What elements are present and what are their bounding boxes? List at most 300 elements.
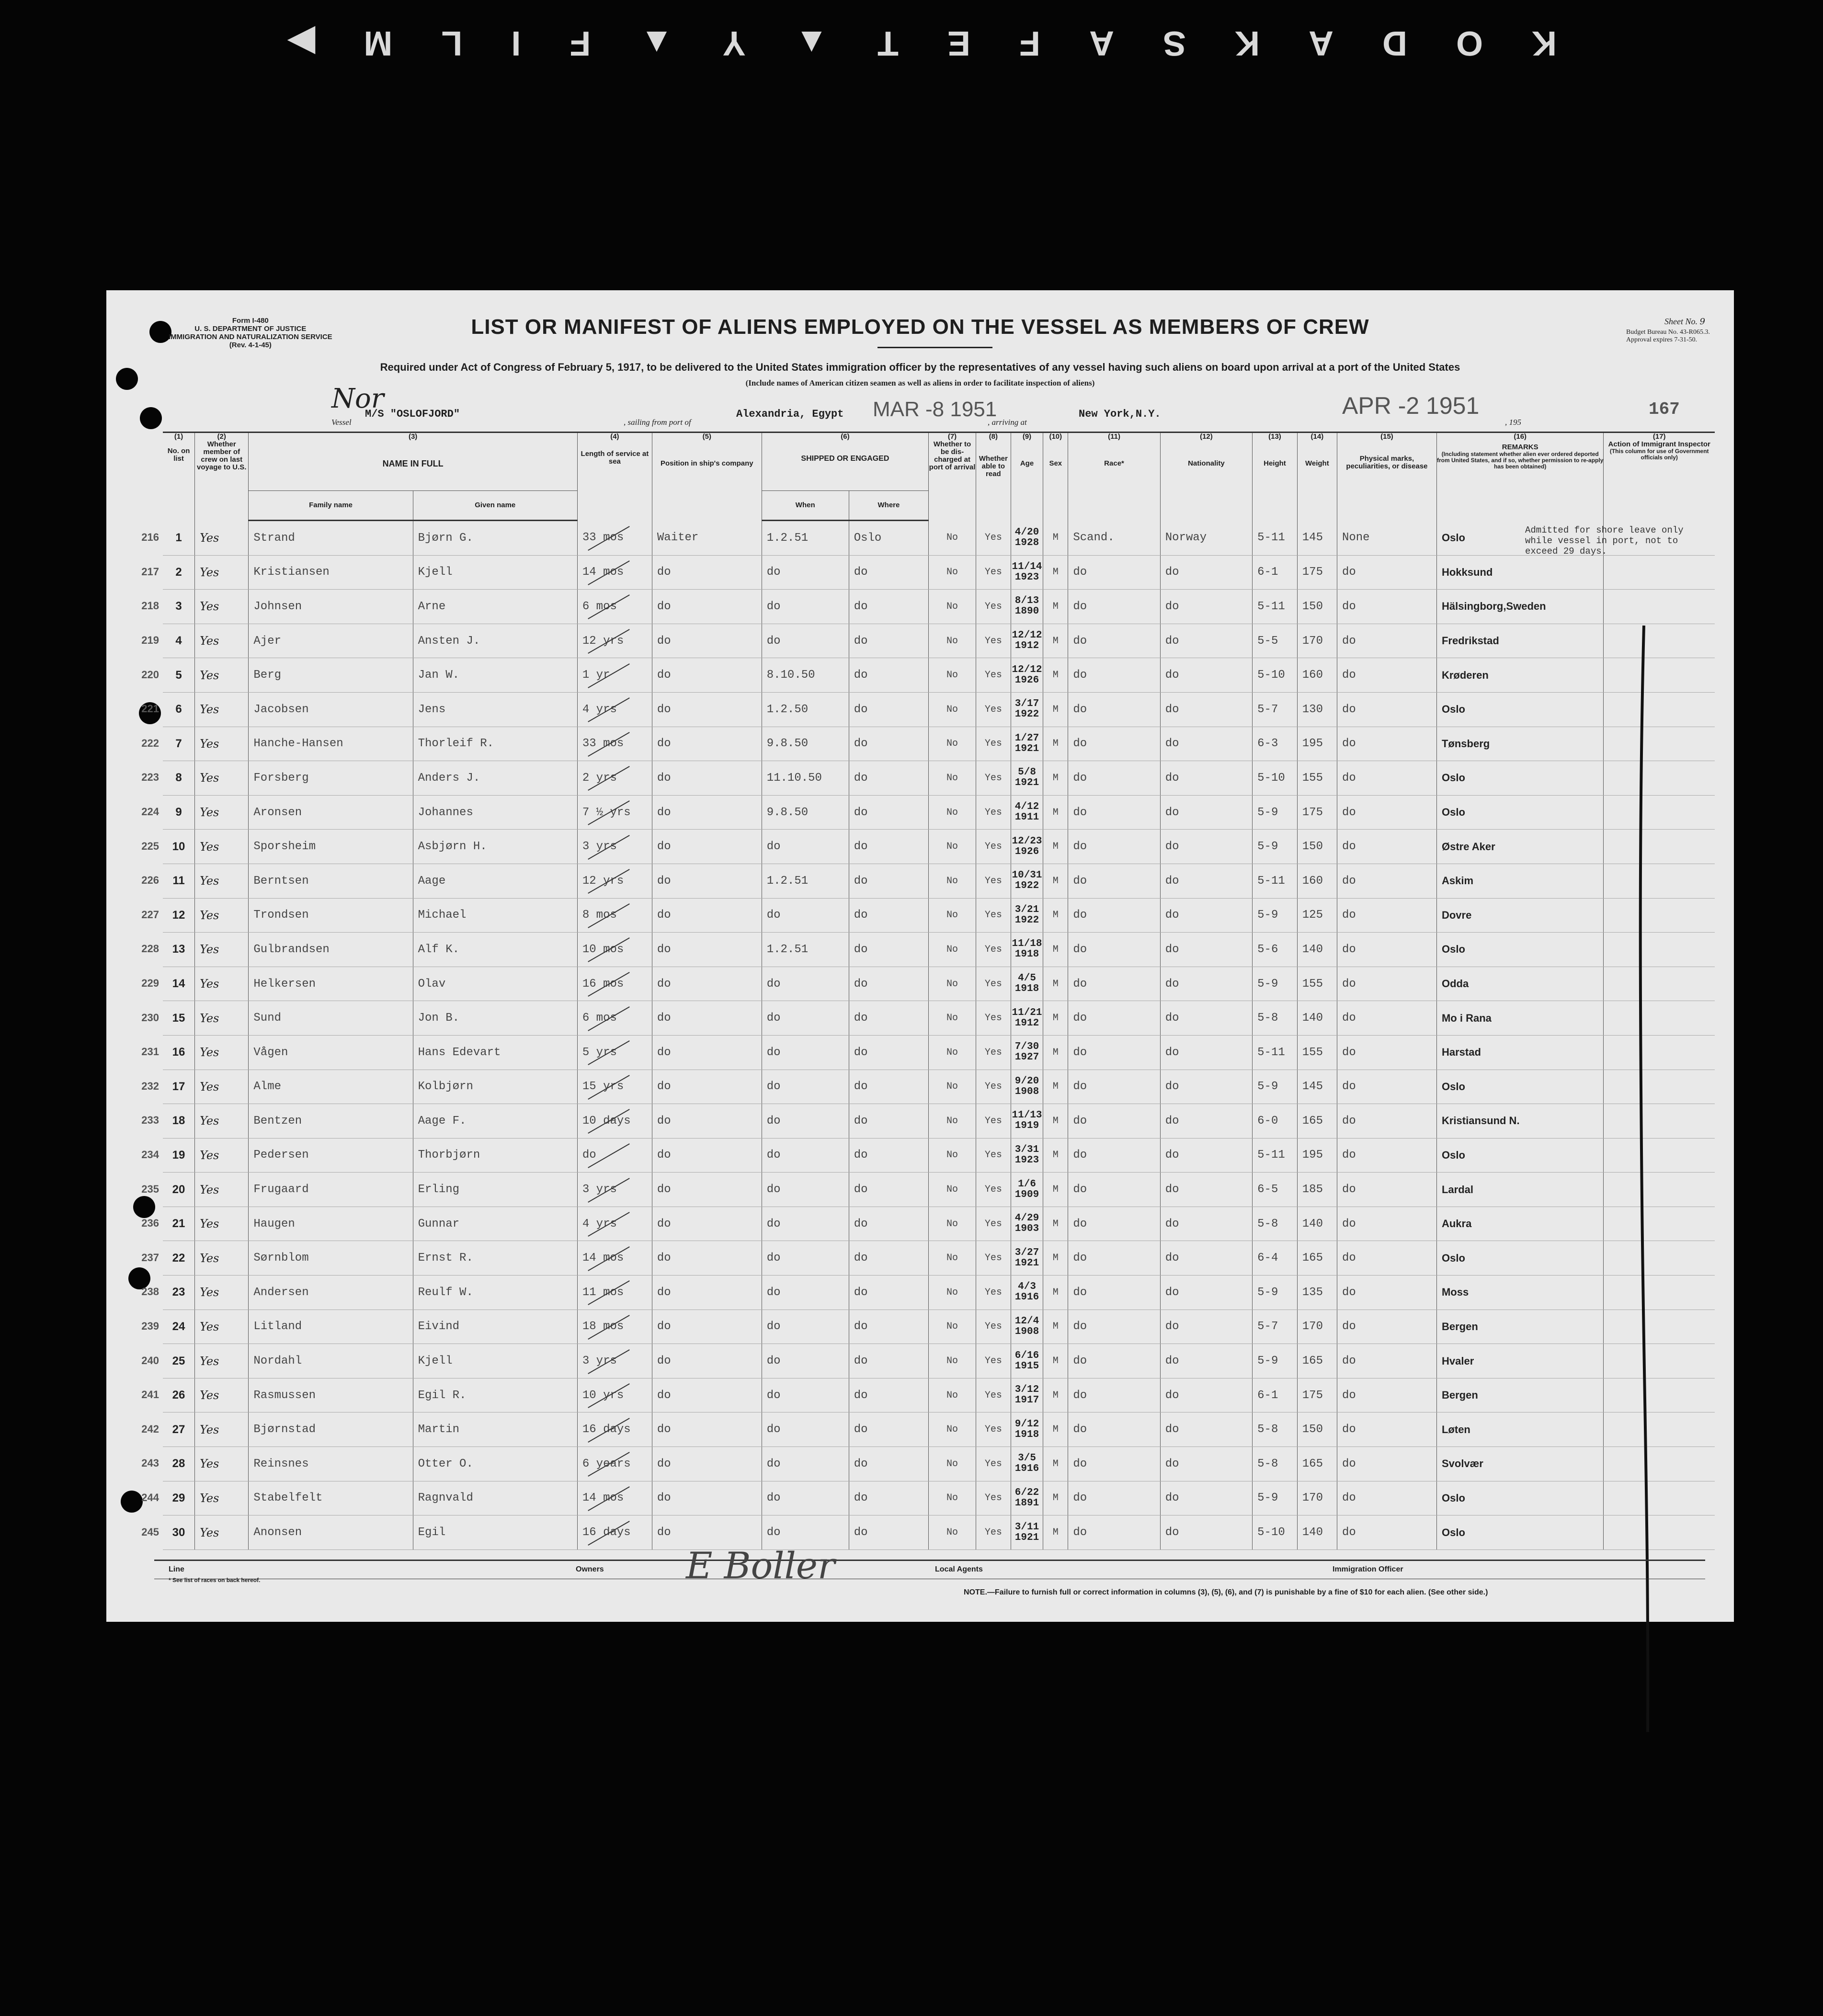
manifest-sequence-number: 227 xyxy=(141,908,159,921)
given-name-cell: Martin xyxy=(413,1412,577,1447)
inspector-action-cell xyxy=(1604,1241,1715,1276)
manifest-sequence-number: 222 xyxy=(141,737,159,749)
col-number: (3) xyxy=(408,433,418,441)
col-number: (14) xyxy=(1310,433,1324,441)
discharged-cell: No xyxy=(929,1138,976,1173)
physical-marks-cell: do xyxy=(1337,555,1436,590)
manifest-sequence-number: 233 xyxy=(141,1114,159,1127)
prev-voyage-cell: Yes xyxy=(195,933,249,967)
budget-bureau-note xyxy=(1626,329,1710,344)
discharged-cell: No xyxy=(929,1378,976,1412)
sex-cell: M xyxy=(1043,658,1068,693)
nationality-cell: do xyxy=(1160,624,1252,658)
shipped-when-cell: do xyxy=(762,1310,849,1344)
line-number: 5 xyxy=(175,668,182,682)
birthdate-part: 1915 xyxy=(1014,1360,1039,1372)
line-number: 8 xyxy=(175,771,182,785)
position-cell: do xyxy=(652,1138,762,1173)
col-header-weight xyxy=(1297,433,1337,521)
prev-voyage-cell: Yes xyxy=(195,1412,249,1447)
able-to-read-cell: Yes xyxy=(976,1276,1011,1310)
col-number: (2) xyxy=(217,433,226,441)
physical-marks-cell: do xyxy=(1337,1138,1436,1173)
able-to-read-cell: Yes xyxy=(976,1173,1011,1207)
col-header-prev-voyage xyxy=(195,433,249,521)
discharged-cell: No xyxy=(929,1515,976,1550)
discharged-cell: No xyxy=(929,692,976,727)
budget-number: Budget Bureau No. 43-R065.3. xyxy=(1626,329,1710,336)
able-to-read-cell: Yes xyxy=(976,555,1011,590)
line-number: 2 xyxy=(175,565,182,579)
year-label: , 195 xyxy=(1505,418,1521,427)
birthdate-part: 11/13 xyxy=(1012,1110,1042,1121)
manifest-sequence-number: 235 xyxy=(141,1183,159,1195)
physical-marks-cell: do xyxy=(1337,795,1436,830)
discharged-cell: No xyxy=(929,1104,976,1139)
physical-marks-cell: do xyxy=(1337,1515,1436,1550)
race-cell: do xyxy=(1068,898,1160,933)
table-row xyxy=(163,1001,1715,1036)
remarks-cell: Løten xyxy=(1436,1412,1603,1447)
row-number xyxy=(141,1104,195,1139)
col-header-physical-marks xyxy=(1337,433,1436,521)
inspector-action-cell xyxy=(1604,1207,1715,1241)
line-number: 30 xyxy=(172,1526,185,1539)
nationality-cell: Norway xyxy=(1160,521,1252,556)
col-number: (15) xyxy=(1380,433,1393,441)
inspector-action-cell xyxy=(1604,1070,1715,1104)
able-to-read-cell: Yes xyxy=(976,1515,1011,1550)
shipped-where-cell: do xyxy=(849,1173,928,1207)
race-cell: do xyxy=(1068,555,1160,590)
manifest-sequence-number: 236 xyxy=(141,1217,159,1230)
shipped-when-cell: do xyxy=(762,1070,849,1104)
col-header-given-name: Given name xyxy=(413,491,577,521)
col-title: Weight xyxy=(1305,459,1329,467)
line-number: 28 xyxy=(172,1457,185,1470)
row-number xyxy=(141,1515,195,1550)
table-row xyxy=(163,521,1715,556)
physical-marks-cell: do xyxy=(1337,1276,1436,1310)
height-cell: 5-9 xyxy=(1253,830,1298,864)
weight-cell: 165 xyxy=(1297,1104,1337,1139)
row-number xyxy=(141,1207,195,1241)
birthdate-part: 11/14 xyxy=(1012,561,1042,572)
discharged-cell: No xyxy=(929,864,976,898)
birthdate-part: 1/6 xyxy=(1018,1178,1036,1190)
weight-cell: 140 xyxy=(1297,933,1337,967)
inspector-bracket-stroke xyxy=(1641,626,1648,1732)
able-to-read-cell: Yes xyxy=(976,1412,1011,1447)
given-name-cell: Bjørn G. xyxy=(413,521,577,556)
col-title: Physical marks, peculiarities, or disease xyxy=(1346,455,1428,470)
birthdate-part: 12/12 xyxy=(1012,630,1042,641)
birthdate-part: 6/16 xyxy=(1014,1350,1039,1361)
family-name-cell: Sund xyxy=(249,1001,413,1036)
remarks-cell: Harstad xyxy=(1436,1035,1603,1070)
inspector-action-cell xyxy=(1604,590,1715,624)
nationality-cell: do xyxy=(1160,898,1252,933)
table-row xyxy=(163,1035,1715,1070)
line-number: 3 xyxy=(175,600,182,613)
weight-cell: 165 xyxy=(1297,1241,1337,1276)
birthdate-part: 9/20 xyxy=(1014,1075,1039,1087)
col-title: SHIPPED OR ENGAGED xyxy=(801,455,889,463)
weight-cell: 135 xyxy=(1297,1276,1337,1310)
shipped-where-cell: do xyxy=(849,1001,928,1036)
row-number xyxy=(141,795,195,830)
inspector-action-cell xyxy=(1604,1104,1715,1139)
height-cell: 5-9 xyxy=(1253,967,1298,1001)
table-row xyxy=(163,692,1715,727)
race-cell: do xyxy=(1068,1378,1160,1412)
shipped-where-cell: do xyxy=(849,933,928,967)
page-number-stamp: 167 xyxy=(1649,399,1680,419)
birthdate-part: 1922 xyxy=(1014,914,1039,926)
sex-cell: M xyxy=(1043,521,1068,556)
birthdate-part: 1912 xyxy=(1014,1017,1039,1029)
height-cell: 5-11 xyxy=(1253,1035,1298,1070)
remarks-cell: Askim xyxy=(1436,864,1603,898)
given-name-cell: Arne xyxy=(413,590,577,624)
prev-voyage-cell: Yes xyxy=(195,521,249,556)
table-row xyxy=(163,898,1715,933)
able-to-read-cell: Yes xyxy=(976,1447,1011,1481)
inspector-action-cell xyxy=(1604,795,1715,830)
manifest-sequence-number: 232 xyxy=(141,1080,159,1092)
birthdate-part: 1919 xyxy=(1014,1120,1039,1132)
footer-line-label: Line xyxy=(169,1565,184,1573)
given-name-cell: Jan W. xyxy=(413,658,577,693)
birthdate-part: 3/21 xyxy=(1014,904,1039,915)
birthdate-cell xyxy=(1011,590,1043,624)
footer-rule xyxy=(154,1560,1705,1561)
col-number: (1) xyxy=(174,433,183,441)
discharged-cell: No xyxy=(929,1412,976,1447)
given-name-cell: Aage F. xyxy=(413,1104,577,1139)
birthdate-cell xyxy=(1011,1138,1043,1173)
row-number xyxy=(141,692,195,727)
film-letter: A xyxy=(1307,24,1333,62)
birthdate-part: 10/31 xyxy=(1012,870,1042,881)
height-cell: 6-3 xyxy=(1253,727,1298,761)
birthdate-part: 1918 xyxy=(1014,949,1039,960)
col-number: (13) xyxy=(1268,433,1281,441)
family-name-cell: Sørnblom xyxy=(249,1241,413,1276)
birthdate-part: 6/22 xyxy=(1014,1487,1039,1498)
race-cell: do xyxy=(1068,1515,1160,1550)
height-cell: 5-10 xyxy=(1253,761,1298,796)
birthdate-part: 8/13 xyxy=(1014,595,1039,607)
inspector-action-cell xyxy=(1604,898,1715,933)
birthdate-part: 4/20 xyxy=(1014,526,1039,538)
shipped-where-cell: do xyxy=(849,658,928,693)
birthdate-part: 1908 xyxy=(1014,1086,1039,1097)
height-cell: 5-9 xyxy=(1253,1344,1298,1378)
position-cell: do xyxy=(652,795,762,830)
race-cell: do xyxy=(1068,933,1160,967)
service-length-cell: 16 days xyxy=(577,1412,652,1447)
height-cell: 5-11 xyxy=(1253,590,1298,624)
line-number: 9 xyxy=(175,806,182,819)
line-number: 25 xyxy=(172,1354,185,1367)
sex-cell: M xyxy=(1043,1138,1068,1173)
birthdate-part: 9/12 xyxy=(1014,1418,1039,1430)
height-cell: 6-4 xyxy=(1253,1241,1298,1276)
sex-cell: M xyxy=(1043,555,1068,590)
able-to-read-cell: Yes xyxy=(976,1001,1011,1036)
physical-marks-cell: do xyxy=(1337,727,1436,761)
prev-voyage-cell: Yes xyxy=(195,898,249,933)
film-letter: T xyxy=(876,24,899,62)
weight-cell: 175 xyxy=(1297,1378,1337,1412)
shipped-where-cell: do xyxy=(849,830,928,864)
handwritten-nationality-mark: Nor xyxy=(331,383,384,414)
nationality-cell: do xyxy=(1160,1515,1252,1550)
physical-marks-cell: do xyxy=(1337,1447,1436,1481)
sheet-number xyxy=(1664,317,1705,327)
remarks-cell: Oslo xyxy=(1436,1481,1603,1515)
sex-cell: M xyxy=(1043,864,1068,898)
table-row xyxy=(163,590,1715,624)
weight-cell: 170 xyxy=(1297,1481,1337,1515)
sex-cell: M xyxy=(1043,795,1068,830)
table-row xyxy=(163,624,1715,658)
nationality-cell: do xyxy=(1160,1001,1252,1036)
given-name-cell: Anders J. xyxy=(413,761,577,796)
inspector-action-cell xyxy=(1604,1173,1715,1207)
family-name-cell: Trondsen xyxy=(249,898,413,933)
able-to-read-cell: Yes xyxy=(976,1104,1011,1139)
weight-cell: 195 xyxy=(1297,1138,1337,1173)
col-header-race xyxy=(1068,433,1160,521)
discharged-cell: No xyxy=(929,1035,976,1070)
col-header-shipped xyxy=(762,433,928,491)
given-name-cell: Thorbjørn xyxy=(413,1138,577,1173)
weight-cell: 130 xyxy=(1297,692,1337,727)
sex-cell: M xyxy=(1043,898,1068,933)
birthdate-cell xyxy=(1011,1412,1043,1447)
family-name-cell: Berg xyxy=(249,658,413,693)
height-cell: 5-9 xyxy=(1253,898,1298,933)
col-header-nationality xyxy=(1160,433,1252,521)
discharged-cell: No xyxy=(929,624,976,658)
inspector-action-cell xyxy=(1604,624,1715,658)
table-row xyxy=(163,1207,1715,1241)
sex-cell: M xyxy=(1043,1412,1068,1447)
shipped-when-cell: do xyxy=(762,1344,849,1378)
prev-voyage-cell: Yes xyxy=(195,1104,249,1139)
family-name-cell: Vågen xyxy=(249,1035,413,1070)
able-to-read-cell: Yes xyxy=(976,1378,1011,1412)
line-number: 7 xyxy=(175,737,182,750)
row-number xyxy=(141,1241,195,1276)
birthdate-cell xyxy=(1011,1207,1043,1241)
remarks-cell: Oslo xyxy=(1436,933,1603,967)
shipped-when-cell: 9.8.50 xyxy=(762,727,849,761)
height-cell: 6-5 xyxy=(1253,1173,1298,1207)
shipped-where-cell: do xyxy=(849,590,928,624)
col-title: Whether able to read xyxy=(979,455,1008,478)
position-cell: do xyxy=(652,1447,762,1481)
service-length-cell: 16 days xyxy=(577,1515,652,1550)
line-number: 11 xyxy=(172,874,185,888)
shipped-where-cell: do xyxy=(849,1035,928,1070)
row-number xyxy=(141,1035,195,1070)
film-letter: L xyxy=(440,24,463,62)
film-triangle-mark: ▲ xyxy=(638,24,674,62)
prev-voyage-cell: Yes xyxy=(195,1481,249,1515)
row-number xyxy=(141,1138,195,1173)
row-number xyxy=(141,658,195,693)
service-length-cell: 15 yrs xyxy=(577,1070,652,1104)
family-name-cell: Haugen xyxy=(249,1207,413,1241)
line-number: 27 xyxy=(172,1423,185,1436)
height-cell: 6-0 xyxy=(1253,1104,1298,1139)
nationality-cell: do xyxy=(1160,590,1252,624)
service-length-cell: 6 mos xyxy=(577,590,652,624)
manifest-sequence-number: 226 xyxy=(141,874,159,887)
line-number: 10 xyxy=(172,840,185,853)
birthdate-part: 4/3 xyxy=(1018,1281,1036,1293)
shore-leave-remark: Admitted for shore leave only while vessel in port, not to exceed 29 days. xyxy=(1525,525,1684,557)
service-length-cell: 11 mos xyxy=(577,1276,652,1310)
table-row xyxy=(163,1412,1715,1447)
prev-voyage-cell: Yes xyxy=(195,1001,249,1036)
film-letter: I xyxy=(510,24,521,62)
birthdate-part: 4/29 xyxy=(1014,1213,1039,1224)
family-name-cell: Bjørnstad xyxy=(249,1412,413,1447)
service-name: IMMIGRATION AND NATURALIZATION SERVICE xyxy=(169,333,332,341)
col-number: (4) xyxy=(610,433,619,441)
height-cell: 5-8 xyxy=(1253,1001,1298,1036)
race-cell: do xyxy=(1068,1447,1160,1481)
remarks-cell: Oslo xyxy=(1436,1515,1603,1550)
col-number: (7) xyxy=(947,433,957,441)
col-header-name xyxy=(249,433,577,491)
form-number: Form I-480 xyxy=(232,317,269,325)
given-name-cell: Alf K. xyxy=(413,933,577,967)
position-cell: do xyxy=(652,967,762,1001)
birthdate-part: 3/31 xyxy=(1014,1144,1039,1155)
shipped-when-cell: do xyxy=(762,1138,849,1173)
race-cell: do xyxy=(1068,1138,1160,1173)
family-name-cell: Berntsen xyxy=(249,864,413,898)
race-cell: do xyxy=(1068,1481,1160,1515)
birthdate-part: 1923 xyxy=(1014,571,1039,583)
birthdate-cell xyxy=(1011,658,1043,693)
remarks-cell: Hälsingborg,Sweden xyxy=(1436,590,1603,624)
prev-voyage-cell: Yes xyxy=(195,624,249,658)
nationality-cell: do xyxy=(1160,1412,1252,1447)
prev-voyage-cell: Yes xyxy=(195,1447,249,1481)
birthdate-cell xyxy=(1011,1035,1043,1070)
position-cell: do xyxy=(652,624,762,658)
shipped-when-cell: 9.8.50 xyxy=(762,795,849,830)
height-cell: 6-1 xyxy=(1253,555,1298,590)
nationality-cell: do xyxy=(1160,1241,1252,1276)
height-cell: 5-7 xyxy=(1253,1310,1298,1344)
physical-marks-cell: None xyxy=(1337,521,1436,556)
birthdate-part: 1928 xyxy=(1014,537,1039,548)
weight-cell: 155 xyxy=(1297,967,1337,1001)
discharged-cell: No xyxy=(929,590,976,624)
able-to-read-cell: Yes xyxy=(976,590,1011,624)
race-cell: do xyxy=(1068,864,1160,898)
service-length-cell: 10 yrs xyxy=(577,1378,652,1412)
line-number: 26 xyxy=(172,1389,185,1402)
given-name-cell: Ernst R. xyxy=(413,1241,577,1276)
physical-marks-cell: do xyxy=(1337,1001,1436,1036)
birthdate-cell xyxy=(1011,1104,1043,1139)
sheet-number-value: 9 xyxy=(1699,317,1705,327)
shipped-when-cell: do xyxy=(762,1412,849,1447)
manifest-sequence-number: 224 xyxy=(141,806,159,818)
row-number xyxy=(141,1378,195,1412)
race-cell: do xyxy=(1068,1344,1160,1378)
family-name-cell: Forsberg xyxy=(249,761,413,796)
manifest-sequence-number: 234 xyxy=(141,1148,159,1161)
row-number xyxy=(141,1447,195,1481)
sex-cell: M xyxy=(1043,1378,1068,1412)
shipped-where-cell: do xyxy=(849,624,928,658)
height-cell: 5-7 xyxy=(1253,692,1298,727)
able-to-read-cell: Yes xyxy=(976,727,1011,761)
birthdate-part: 11/18 xyxy=(1012,938,1042,950)
table-row xyxy=(163,1310,1715,1344)
col-title: No. on list xyxy=(167,447,190,463)
birthdate-part: 1890 xyxy=(1014,606,1039,617)
legal-requirement: Required under Act of Congress of February 5, 1917, to be delivered to the United States immigration officer by the representatives of any vessel having such aliens on board upon arrival at a port of the United States xyxy=(380,361,1460,373)
table-row xyxy=(163,1241,1715,1276)
given-name-cell: Aage xyxy=(413,864,577,898)
position-cell: Waiter xyxy=(652,521,762,556)
nationality-cell: do xyxy=(1160,692,1252,727)
manifest-sequence-number: 228 xyxy=(141,943,159,955)
manifest-sequence-number: 238 xyxy=(141,1286,159,1298)
discharged-cell: No xyxy=(929,1070,976,1104)
position-cell: do xyxy=(652,1515,762,1550)
remarks-cell: Oslo xyxy=(1436,521,1603,556)
family-name-cell: Sporsheim xyxy=(249,830,413,864)
nationality-cell: do xyxy=(1160,1138,1252,1173)
remarks-cell: Oslo xyxy=(1436,1241,1603,1276)
physical-marks-cell: do xyxy=(1337,1035,1436,1070)
birthdate-part: 1908 xyxy=(1014,1326,1039,1337)
given-name-cell: Hans Edevart xyxy=(413,1035,577,1070)
table-row xyxy=(163,1344,1715,1378)
shipped-where-cell: do xyxy=(849,795,928,830)
birthdate-part: 1926 xyxy=(1014,846,1039,857)
family-name-cell: Gulbrandsen xyxy=(249,933,413,967)
inspector-action-cell xyxy=(1604,1138,1715,1173)
position-cell: do xyxy=(652,1035,762,1070)
col-title: Position in ship's company xyxy=(661,459,753,467)
manifest-sequence-number: 239 xyxy=(141,1320,159,1332)
sex-cell: M xyxy=(1043,761,1068,796)
height-cell: 5-6 xyxy=(1253,933,1298,967)
birthdate-part: 3/11 xyxy=(1014,1521,1039,1533)
given-name-cell: Kolbjørn xyxy=(413,1070,577,1104)
race-cell: do xyxy=(1068,795,1160,830)
sex-cell: M xyxy=(1043,1481,1068,1515)
shipped-when-cell: do xyxy=(762,1447,849,1481)
service-length-cell: 7 ½ yrs xyxy=(577,795,652,830)
prev-voyage-cell: Yes xyxy=(195,864,249,898)
given-name-cell: Asbjørn H. xyxy=(413,830,577,864)
shipped-where-cell: do xyxy=(849,967,928,1001)
shipped-where-cell: do xyxy=(849,864,928,898)
